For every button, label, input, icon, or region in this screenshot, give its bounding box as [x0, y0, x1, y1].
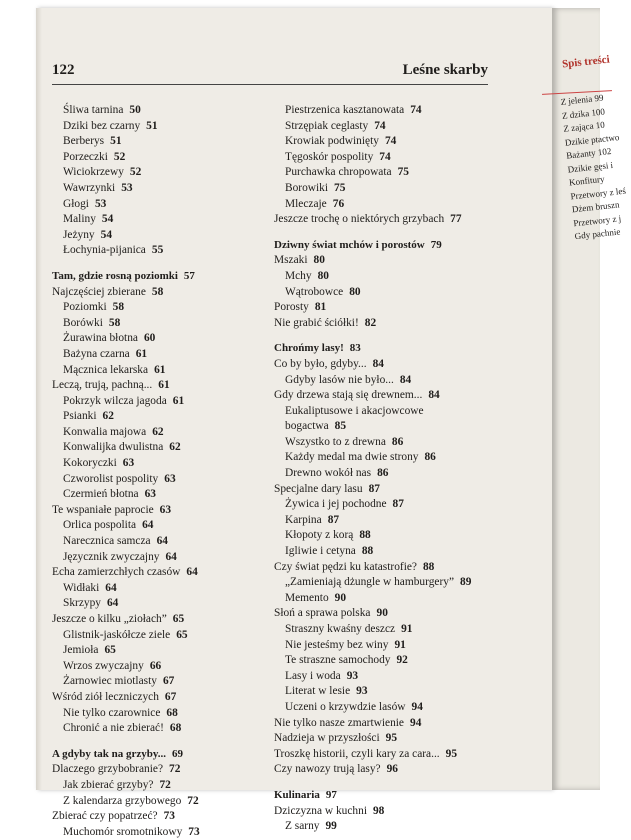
toc-entry — [52, 503, 264, 519]
toc-entry — [52, 472, 264, 488]
toc-entry-page-number: 62 — [152, 425, 164, 438]
toc-entry-title: Widłaki — [63, 581, 100, 594]
toc-entry-page-number: 68 — [169, 722, 182, 735]
toc-entry — [52, 347, 264, 363]
toc-entry-title: Tam, gdzie rosną poziomki — [52, 269, 178, 282]
toc-entry-title: Jeszcze o kilku „ziołach” — [52, 613, 167, 625]
toc-entry — [52, 197, 264, 213]
page-header — [52, 60, 488, 82]
toc-entry-title: Łochynia-pijanica — [63, 244, 146, 257]
toc-entry — [52, 243, 264, 259]
toc-entry — [52, 565, 264, 581]
toc-entry — [274, 513, 486, 529]
toc-entry-page-number: 58 — [112, 301, 125, 314]
toc-entry-title: Psianki — [63, 410, 97, 423]
toc-entry-page-number: 52 — [129, 166, 142, 179]
toc-entry-page-number: 88 — [359, 529, 371, 542]
toc-entry — [52, 394, 264, 410]
toc-entry-title: Śliwa tarnina — [63, 104, 124, 116]
toc-entry-title: Czy świat pędzi ku katastrofie? — [274, 560, 417, 573]
toc-entry-title: Dlaczego grzybobranie? — [52, 763, 163, 776]
toc-entry-title: Nie grabić ściółki! — [274, 316, 359, 329]
toc-section-heading — [274, 341, 486, 357]
toc-entry-page-number: 60 — [143, 332, 156, 345]
toc-entry-title: Wszystko to z drewna — [285, 435, 386, 448]
toc-entry-title: Mchy — [285, 269, 312, 282]
toc-entry-title: Straszny kwaśny deszcz — [285, 623, 396, 635]
toc-entry-title: Orlica pospolita — [63, 519, 137, 532]
toc-entry-page-number: 74 — [374, 119, 386, 132]
section-gap — [274, 778, 486, 788]
toc-entry-title: Skrzypy — [63, 597, 101, 610]
toc-entry-page-number: 80 — [317, 269, 329, 282]
toc-entry-title: Borowiki — [285, 181, 329, 194]
toc-entry-page-number: 88 — [361, 545, 374, 558]
toc-entry — [274, 716, 486, 732]
toc-entry-title: Krowiak podwinięty — [285, 135, 379, 148]
toc-entry — [274, 357, 486, 373]
toc-entry-page-number: 73 — [188, 825, 200, 838]
toc-entry — [274, 181, 486, 197]
toc-entry-title: Żarnowiec miotlasty — [63, 675, 157, 688]
toc-entry-page-number: 61 — [135, 347, 148, 360]
toc-entry-title: Każdy medal ma dwie strony — [285, 451, 419, 464]
toc-entry — [274, 316, 486, 332]
toc-section-heading — [52, 269, 264, 285]
toc-entry-page-number: 62 — [102, 410, 114, 423]
toc-entry — [274, 606, 486, 622]
toc-entry — [274, 638, 486, 654]
toc-entry-title: Gdyby lasów nie było... — [285, 373, 394, 386]
toc-entry-page-number: 94 — [411, 700, 423, 713]
toc-entry-title: Czy nawozy trują lasy? — [274, 763, 381, 776]
toc-entry-page-number: 63 — [122, 457, 135, 470]
toc-entry — [274, 450, 486, 466]
toc-entry-page-number: 64 — [165, 550, 177, 563]
toc-entry-title: Czworolist pospolity — [63, 472, 159, 485]
toc-entry-page-number: 54 — [101, 213, 114, 226]
toc-entry-page-number: 80 — [349, 285, 361, 298]
toc-entry-title: Wśród ziół leczniczych — [52, 690, 159, 703]
toc-entry-title: Wiciokrzewy — [63, 166, 124, 179]
toc-entry-page-number: 84 — [428, 389, 440, 402]
toc-entry-page-number: 72 — [169, 763, 181, 776]
toc-entry — [52, 134, 264, 150]
toc-entry-page-number: 82 — [364, 316, 377, 329]
toc-entry — [274, 731, 486, 747]
toc-entry-page-number: 63 — [164, 472, 176, 485]
toc-entry — [274, 197, 486, 213]
toc-entry-page-number: 99 — [325, 820, 337, 833]
toc-entry-title: „Zamieniają dżungle w hamburgery” — [285, 576, 454, 589]
toc-entry-page-number: 66 — [149, 659, 162, 672]
toc-entry — [52, 285, 264, 301]
toc-entry — [52, 165, 264, 181]
next-page-line: Dżem bruszn — [571, 199, 620, 215]
toc-entry-title: Mącznica lekarska — [63, 363, 149, 376]
toc-entry — [52, 212, 264, 228]
toc-entry — [52, 316, 264, 332]
toc-entry-page-number: 76 — [332, 197, 345, 210]
toc-entry-title: Mszaki — [274, 254, 308, 267]
next-page-line: Z jelenia 99 — [560, 92, 604, 107]
toc-entry-page-number: 92 — [396, 654, 408, 667]
toc-entry — [52, 409, 264, 425]
toc-entry-title: Memento — [285, 591, 329, 604]
toc-entry-title: Słoń a sprawa polska — [274, 607, 371, 620]
toc-entry — [274, 165, 486, 181]
toc-entry-title: Strzępiak ceglasty — [285, 119, 369, 132]
toc-entry-title: Jak zbierać grzyby? — [63, 778, 154, 791]
toc-entry-page-number: 97 — [325, 788, 337, 801]
toc-entry-page-number: 95 — [445, 747, 458, 760]
toc-entry — [52, 228, 264, 244]
toc-entry-title: Maliny — [63, 213, 96, 226]
toc-entry-title: Purchawka chropowata — [285, 166, 392, 179]
toc-entry-page-number: 63 — [159, 503, 172, 516]
toc-entry-title: bogactwa — [285, 420, 329, 433]
toc-entry-title: Języcznik zwyczajny — [63, 550, 160, 563]
toc-entry — [52, 550, 264, 566]
toc-entry — [52, 456, 264, 472]
section-gap — [52, 259, 264, 269]
section-gap — [274, 331, 486, 341]
toc-entry-page-number: 58 — [151, 285, 164, 298]
toc-entry-title: Pokrzyk wilcza jagoda — [63, 394, 167, 407]
toc-entry-page-number: 57 — [183, 269, 195, 282]
toc-entry — [274, 300, 486, 316]
toc-entry — [52, 378, 264, 394]
toc-entry-title: Uczeni o krzywdzie lasów — [285, 700, 406, 713]
toc-entry-title: Chronić a nie zbierać! — [63, 722, 164, 735]
toc-entry — [274, 684, 486, 700]
toc-entry-page-number: 75 — [334, 181, 346, 194]
toc-entry-page-number: 52 — [113, 150, 126, 163]
toc-entry — [52, 331, 264, 347]
toc-entry-page-number: 91 — [394, 638, 406, 651]
toc-entry — [52, 794, 264, 810]
toc-entry-page-number: 91 — [401, 623, 413, 635]
toc-entry — [52, 628, 264, 644]
toc-entry — [274, 103, 486, 119]
toc-entry-title: Literat w lesie — [285, 685, 351, 698]
toc-entry-page-number: 74 — [384, 135, 397, 148]
toc-entry-title: Te wspaniałe paprocie — [52, 503, 154, 516]
toc-entry-title: Berberys — [63, 135, 105, 148]
toc-entry-page-number: 95 — [385, 732, 398, 745]
toc-entry-page-number: 65 — [172, 613, 185, 625]
toc-entry-page-number: 62 — [169, 441, 181, 454]
header-divider — [52, 84, 488, 85]
toc-entry — [52, 150, 264, 166]
toc-entry-title: Konwalia majowa — [63, 425, 147, 438]
toc-entry — [52, 487, 264, 503]
toc-entry-title: Zbierać czy popatrzeć? — [52, 810, 158, 823]
toc-entry — [274, 804, 486, 820]
toc-entry-page-number: 64 — [105, 581, 117, 594]
toc-entry-title: Glistnik-jaskółcze ziele — [63, 628, 171, 641]
toc-entry-page-number: 74 — [410, 104, 422, 116]
toc-entry-title: Gdy drzewa stają się drewnem... — [274, 389, 423, 402]
toc-entry — [52, 518, 264, 534]
toc-entry-page-number: 79 — [430, 238, 442, 251]
toc-entry — [52, 659, 264, 675]
toc-entry-page-number: 86 — [377, 467, 389, 480]
toc-entry-title: Wątrobowce — [285, 285, 344, 298]
toc-entry-title: Co by było, gdyby... — [274, 357, 367, 370]
toc-entry-title: Z kalendarza grzybowego — [63, 794, 182, 807]
toc-entry — [52, 612, 264, 628]
toc-entry-page-number: 90 — [376, 607, 388, 620]
toc-entry-page-number: 67 — [162, 675, 175, 688]
toc-entry-title: Mleczaje — [285, 197, 327, 210]
toc-entry — [52, 674, 264, 690]
toc-entry-page-number: 64 — [156, 535, 168, 548]
toc-entry-page-number: 80 — [313, 254, 325, 267]
toc-entry — [274, 373, 486, 389]
toc-entry — [274, 285, 486, 301]
toc-entry-page-number: 85 — [334, 420, 347, 433]
toc-entry-title: Nie tylko nasze zmartwienie — [274, 716, 404, 729]
page-gutter-shadow — [36, 8, 42, 790]
toc-section-heading — [274, 238, 486, 254]
toc-entry-page-number: 87 — [368, 482, 380, 495]
toc-entry — [274, 119, 486, 135]
toc-column-left — [52, 103, 264, 840]
toc-entry — [52, 825, 264, 840]
toc-entry — [52, 581, 264, 597]
toc-entry — [274, 528, 486, 544]
toc-entry — [274, 253, 486, 269]
toc-entry-page-number: 81 — [314, 301, 327, 314]
toc-entry — [274, 762, 486, 778]
toc-entry — [274, 591, 486, 607]
toc-entry-page-number: 86 — [424, 451, 436, 464]
toc-entry-title: Konwalijka dwulistna — [63, 441, 164, 454]
toc-entry-page-number: 87 — [327, 513, 340, 526]
toc-entry — [52, 762, 264, 778]
toc-entry — [52, 596, 264, 612]
toc-entry — [274, 622, 486, 638]
toc-entry-title: Głogi — [63, 197, 89, 210]
toc-entry — [52, 778, 264, 794]
toc-entry-title: Wawrzynki — [63, 181, 116, 194]
toc-entry — [274, 482, 486, 498]
toc-entry-title: Troszkę historii, czyli kary za cara... — [274, 747, 440, 760]
toc-entry — [274, 269, 486, 285]
toc-entry-title: Żurawina błotna — [63, 332, 138, 345]
toc-entry-page-number: 65 — [176, 628, 188, 641]
toc-entry-page-number: 93 — [356, 685, 368, 698]
toc-section-heading — [274, 788, 486, 804]
toc-entry-title: Jemioła — [63, 644, 99, 657]
toc-entry-page-number: 51 — [146, 119, 158, 132]
toc-entry — [274, 747, 486, 763]
toc-entry-title: Borówki — [63, 316, 103, 329]
toc-entry — [274, 653, 486, 669]
toc-entry — [274, 435, 486, 451]
toc-entry-title: Te straszne samochody — [285, 654, 391, 667]
toc-entry — [52, 181, 264, 197]
running-title: Leśne skarby — [402, 62, 488, 78]
toc-entry-title: Kokoryczki — [63, 457, 117, 470]
next-page-line: Gdy pachnie — [574, 226, 621, 242]
toc-entry — [52, 119, 264, 135]
next-page-line: Przetwory z j — [572, 212, 622, 228]
toc-entry-title: Jeszcze trochę o niektórych grzybach — [274, 213, 445, 226]
toc-entry — [52, 103, 264, 119]
toc-entry — [52, 809, 264, 825]
toc-entry — [52, 363, 264, 379]
toc-entry-title: Jeżyny — [63, 228, 95, 241]
toc-entry — [274, 560, 486, 576]
toc-entry-title: Porosty — [274, 301, 309, 314]
book-page-right-edge — [552, 8, 627, 790]
toc-entry-page-number: 90 — [334, 591, 347, 604]
toc-entry — [52, 690, 264, 706]
toc-entry-title: Chrońmy lasy! — [274, 342, 344, 355]
toc-entry-title: Igliwie i cetyna — [285, 545, 356, 558]
toc-entry-page-number: 58 — [108, 316, 121, 329]
section-gap — [274, 228, 486, 238]
next-page-line: Z zająca 10 — [562, 119, 606, 134]
toc-entry-title: Wrzos zwyczajny — [63, 659, 144, 672]
toc-entry-title: Nadzieja w przyszłości — [274, 732, 380, 745]
toc-entry — [274, 388, 486, 404]
toc-entry-page-number: 83 — [349, 342, 361, 355]
toc-entry-title: Dziwny świat mchów i porostów — [274, 238, 425, 251]
toc-entry-page-number: 53 — [121, 181, 133, 194]
toc-entry-page-number: 86 — [391, 435, 404, 448]
toc-entry-title: Leczą, trują, pachną... — [52, 379, 153, 392]
toc-entry-title: Piestrzenica kasztanowata — [285, 104, 405, 116]
toc-entry-title: Kulinaria — [274, 788, 320, 801]
next-page-line: Bażanty 102 — [565, 145, 612, 161]
toc-entry-page-number: 84 — [372, 357, 384, 370]
toc-entry — [274, 419, 486, 435]
toc-entry-page-number: 84 — [399, 373, 412, 386]
toc-entry-page-number: 68 — [166, 706, 178, 719]
toc-entry-page-number: 74 — [379, 150, 391, 163]
toc-entry-title: Dziki bez czarny — [63, 119, 141, 132]
toc-section-heading — [52, 747, 264, 763]
toc-entry-title: Eukaliptusowe i akacjowcowe — [285, 404, 424, 417]
toc-entry — [274, 212, 486, 228]
toc-entry-page-number: 50 — [129, 104, 141, 116]
toc-entry-page-number: 63 — [144, 488, 156, 501]
toc-entry — [52, 440, 264, 456]
toc-entry-title: Narecznica samcza — [63, 535, 151, 548]
next-page-line: Z dzika 100 — [561, 105, 606, 121]
toc-entry-title: Porzeczki — [63, 150, 108, 163]
toc-entry — [274, 150, 486, 166]
toc-entry — [274, 466, 486, 482]
toc-entry-page-number: 55 — [151, 244, 164, 257]
toc-entry-title: Kłopoty z korą — [285, 529, 354, 542]
toc-entry-page-number: 51 — [110, 135, 122, 148]
next-page-title: Spis treści — [561, 53, 611, 71]
toc-entry — [274, 544, 486, 560]
toc-entry-page-number: 93 — [346, 669, 359, 682]
toc-entry-page-number: 61 — [172, 394, 185, 407]
toc-entry-page-number: 64 — [106, 597, 119, 610]
page-number: 122 — [52, 62, 75, 78]
toc-entry-title: Czermień błotna — [63, 488, 139, 501]
toc-entry-page-number: 69 — [172, 747, 183, 760]
toc-entry-page-number: 87 — [392, 498, 404, 511]
toc-entry-title: Poziomki — [63, 301, 107, 314]
toc-entry — [274, 575, 486, 591]
toc-entry — [274, 134, 486, 150]
next-page-line: Dzikie ptactwo — [564, 131, 620, 148]
section-gap — [52, 737, 264, 747]
toc-entry — [274, 669, 486, 685]
toc-entry-title: A gdyby tak na grzyby... — [52, 747, 166, 760]
toc-entry-title: Nie jesteśmy bez winy — [285, 638, 389, 651]
toc-entry-title: Z sarny — [285, 820, 320, 833]
toc-entry-title: Lasy i woda — [285, 669, 341, 682]
toc-entry-page-number: 73 — [163, 810, 175, 823]
next-page-line: Konfitury — [568, 173, 605, 188]
toc-entry-title: Najczęściej zbierane — [52, 285, 146, 298]
toc-entry-page-number: 53 — [94, 197, 107, 210]
toc-entry — [274, 497, 486, 513]
toc-entry — [52, 300, 264, 316]
toc-entry-page-number: 75 — [397, 166, 409, 179]
toc-entry-page-number: 61 — [158, 379, 170, 392]
toc-entry-page-number: 72 — [159, 778, 171, 791]
toc-entry-page-number: 64 — [186, 566, 198, 579]
toc-entry — [274, 404, 486, 420]
toc-entry-title: Tęgoskór pospolity — [285, 150, 374, 163]
toc-entry — [52, 706, 264, 722]
toc-entry — [52, 721, 264, 737]
toc-entry-page-number: 72 — [187, 794, 199, 807]
next-page-lines — [560, 90, 631, 243]
next-page-line: Przetwory z leś — [569, 185, 627, 201]
next-page-line: Dzikie gęsi i — [567, 159, 614, 175]
toc-entry-title: Karpina — [285, 513, 322, 526]
toc-entry — [52, 534, 264, 550]
toc-entry-page-number: 77 — [450, 213, 462, 226]
toc-entry — [52, 425, 264, 441]
toc-entry-title: Żywica i jej pochodne — [285, 498, 387, 511]
toc-entry-page-number: 61 — [154, 363, 166, 376]
toc-entry-title: Dziczyzna w kuchni — [274, 804, 367, 817]
toc-entry — [274, 819, 486, 835]
toc-entry-title: Specjalne dary lasu — [274, 482, 363, 495]
toc-entry-page-number: 67 — [164, 690, 177, 703]
toc-entry-page-number: 94 — [410, 716, 422, 729]
toc-column-right — [274, 103, 486, 835]
toc-entry-page-number: 65 — [104, 644, 116, 657]
toc-entry — [52, 643, 264, 659]
toc-entry-title: Muchomór sromotnikowy — [63, 825, 183, 838]
toc-entry-title: Nie tylko czarownice — [63, 706, 161, 719]
toc-entry-page-number: 54 — [100, 228, 113, 241]
toc-entry — [274, 700, 486, 716]
toc-entry-title: Drewno wokół nas — [285, 467, 372, 480]
toc-entry-page-number: 88 — [422, 560, 435, 573]
toc-entry-title: Bażyna czarna — [63, 347, 130, 360]
toc-entry-page-number: 98 — [372, 804, 385, 817]
toc-entry-title: Echa zamierzchłych czasów — [52, 566, 181, 579]
toc-entry-page-number: 89 — [460, 576, 472, 589]
toc-entry-page-number: 96 — [386, 763, 398, 776]
toc-entry-page-number: 64 — [142, 519, 154, 532]
